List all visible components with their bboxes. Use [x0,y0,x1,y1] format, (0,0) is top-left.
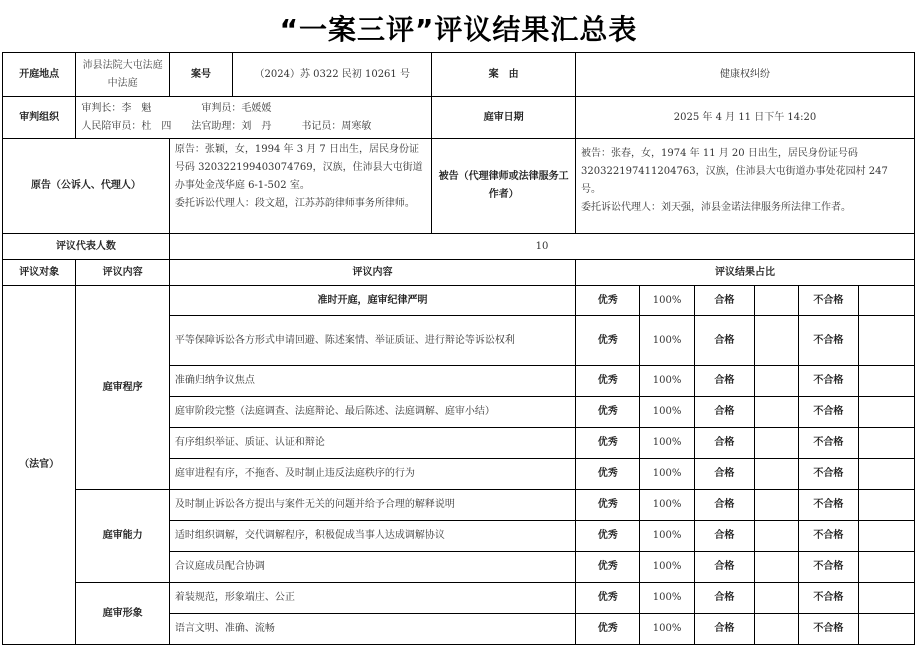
date-label: 庭审日期 [432,97,576,139]
excellent-label: 优秀 [576,366,640,397]
criterion-text: 庭审进程有序，不拖沓、及时制止违反法庭秩序的行为 [169,459,575,490]
pass-label: 合格 [694,552,754,583]
excellent-percent: 100% [640,397,694,428]
row-reps [3,234,915,260]
excellent-label: 优秀 [576,286,640,316]
pass-percent [754,459,798,490]
case-no-value: （2024）苏 0322 民初 10261 号 [233,53,432,97]
cause-value: 健康权纠纷 [576,53,915,97]
criterion-text: 着装规范，形象端庄、公正 [169,583,575,614]
criterion-text: 准确归纳争议焦点 [169,366,575,397]
excellent-label: 优秀 [576,397,640,428]
fail-percent [858,614,914,645]
excellent-label: 优秀 [576,428,640,459]
excellent-percent: 100% [640,316,694,366]
pass-label: 合格 [694,583,754,614]
fail-percent [858,459,914,490]
criterion-text: 语言文明、准确、流畅 [169,614,575,645]
cause-label: 案 由 [432,53,576,97]
object-value: （法官） [3,286,76,645]
reps-value: 10 [169,234,914,260]
criterion-text: 适时组织调解，交代调解程序，积极促成当事人达成调解协议 [169,521,575,552]
excellent-label: 优秀 [576,552,640,583]
excellent-label: 优秀 [576,583,640,614]
fail-percent [858,490,914,521]
criterion-text: 合议庭成员配合协调 [169,552,575,583]
pass-percent [754,490,798,521]
fail-percent [858,397,914,428]
fail-label: 不合格 [799,366,858,397]
col-content: 评议内容 [169,260,575,286]
excellent-label: 优秀 [576,316,640,366]
row-panel [3,97,915,139]
pass-percent [754,316,798,366]
excellent-label: 优秀 [576,614,640,645]
reps-label: 评议代表人数 [3,234,170,260]
plaintiff-agent: 委托诉讼代理人：段文超，江苏苏韵律师事务所律师。 [174,198,415,209]
category-name: 庭审形象 [76,583,170,645]
fail-label: 不合格 [799,614,858,645]
pass-label: 合格 [694,459,754,490]
fail-label: 不合格 [799,286,858,316]
fail-label: 不合格 [799,397,858,428]
excellent-percent: 100% [640,583,694,614]
fail-percent [858,583,914,614]
evaluation-row [3,583,915,614]
row-col-headers [3,260,915,286]
pass-label: 合格 [694,397,754,428]
page-title: “一案三评”评议结果汇总表 [279,13,638,46]
fail-percent [858,521,914,552]
col-content-cat: 评议内容 [76,260,170,286]
fail-label: 不合格 [799,428,858,459]
case-no-label: 案号 [169,53,232,97]
criterion-text: 平等保障诉讼各方形式申请回避、陈述案情、举证质证、进行辩论等诉讼权利 [169,316,575,366]
pass-percent [754,521,798,552]
excellent-percent: 100% [640,614,694,645]
evaluation-table [2,52,915,645]
panel-members [76,97,432,139]
panel-line-1: 审判长：李 魁 审判员：毛媛媛 [81,102,272,114]
fail-percent [858,316,914,366]
fail-label: 不合格 [799,316,858,366]
pass-label: 合格 [694,428,754,459]
defendant-agent: 委托诉讼代理人：刘天强，沛县金诺法律服务所法律工作者。 [581,202,852,213]
pass-percent [754,286,798,316]
criterion-text: 庭审阶段完整（法庭调查、法庭辩论、最后陈述、法庭调解、庭审小结） [169,397,575,428]
fail-percent [858,286,914,316]
col-result: 评议结果占比 [576,260,915,286]
fail-label: 不合格 [799,552,858,583]
excellent-percent: 100% [640,366,694,397]
panel-line-2: 人民陪审员：杜 四 法官助理：刘 丹 书记员：周寒敏 [81,120,372,132]
excellent-percent: 100% [640,428,694,459]
pass-label: 合格 [694,521,754,552]
fail-percent [858,366,914,397]
pass-percent [754,397,798,428]
evaluation-row [3,490,915,521]
plaintiff-text: 原告：张颖，女，1994 年 3 月 7 日出生，居民身份证号码 320322199403074769，汉族，住沛县大屯街道办事处金茂华庭 6-1-502 室。 [174,144,423,191]
col-object: 评议对象 [3,260,76,286]
defendant-text: 被告：张春，女，1974 年 11 月 20 日出生，居民身份证号码 320322197411204763，汉族，住沛县大屯街道办事处花园村 247 号。 [581,148,888,195]
pass-percent [754,428,798,459]
pass-label: 合格 [694,614,754,645]
row-venue [3,53,915,97]
fail-percent [858,552,914,583]
venue-value: 沛县法院大屯法庭中法庭 [76,53,170,97]
excellent-label: 优秀 [576,459,640,490]
excellent-percent: 100% [640,552,694,583]
plaintiff-info [169,139,431,234]
category-name: 庭审程序 [76,286,170,490]
pass-percent [754,583,798,614]
defendant-label: 被告（代理律师或法律服务工作者） [432,139,576,234]
pass-percent [754,552,798,583]
excellent-percent: 100% [640,459,694,490]
excellent-label: 优秀 [576,490,640,521]
defendant-info [576,139,915,234]
criterion-text: 有序组织举证、质证、认证和辩论 [169,428,575,459]
fail-label: 不合格 [799,459,858,490]
plaintiff-label: 原告（公诉人、代理人） [3,139,170,234]
evaluation-row [3,286,915,316]
panel-label: 审判组织 [3,97,76,139]
criterion-text: 及时制止诉讼各方提出与案件无关的问题并给予合理的解释说明 [169,490,575,521]
excellent-label: 优秀 [576,521,640,552]
venue-label: 开庭地点 [3,53,76,97]
excellent-percent: 100% [640,490,694,521]
criterion-text: 准时开庭，庭审纪律严明 [169,286,575,316]
row-parties [3,139,915,234]
pass-label: 合格 [694,316,754,366]
pass-label: 合格 [694,490,754,521]
fail-label: 不合格 [799,583,858,614]
fail-percent [858,428,914,459]
category-name: 庭审能力 [76,490,170,583]
pass-label: 合格 [694,286,754,316]
fail-label: 不合格 [799,490,858,521]
excellent-percent: 100% [640,521,694,552]
pass-percent [754,366,798,397]
pass-label: 合格 [694,366,754,397]
date-value: 2025 年 4 月 11 日下午 14:20 [576,97,915,139]
pass-percent [754,614,798,645]
fail-label: 不合格 [799,521,858,552]
excellent-percent: 100% [640,286,694,316]
